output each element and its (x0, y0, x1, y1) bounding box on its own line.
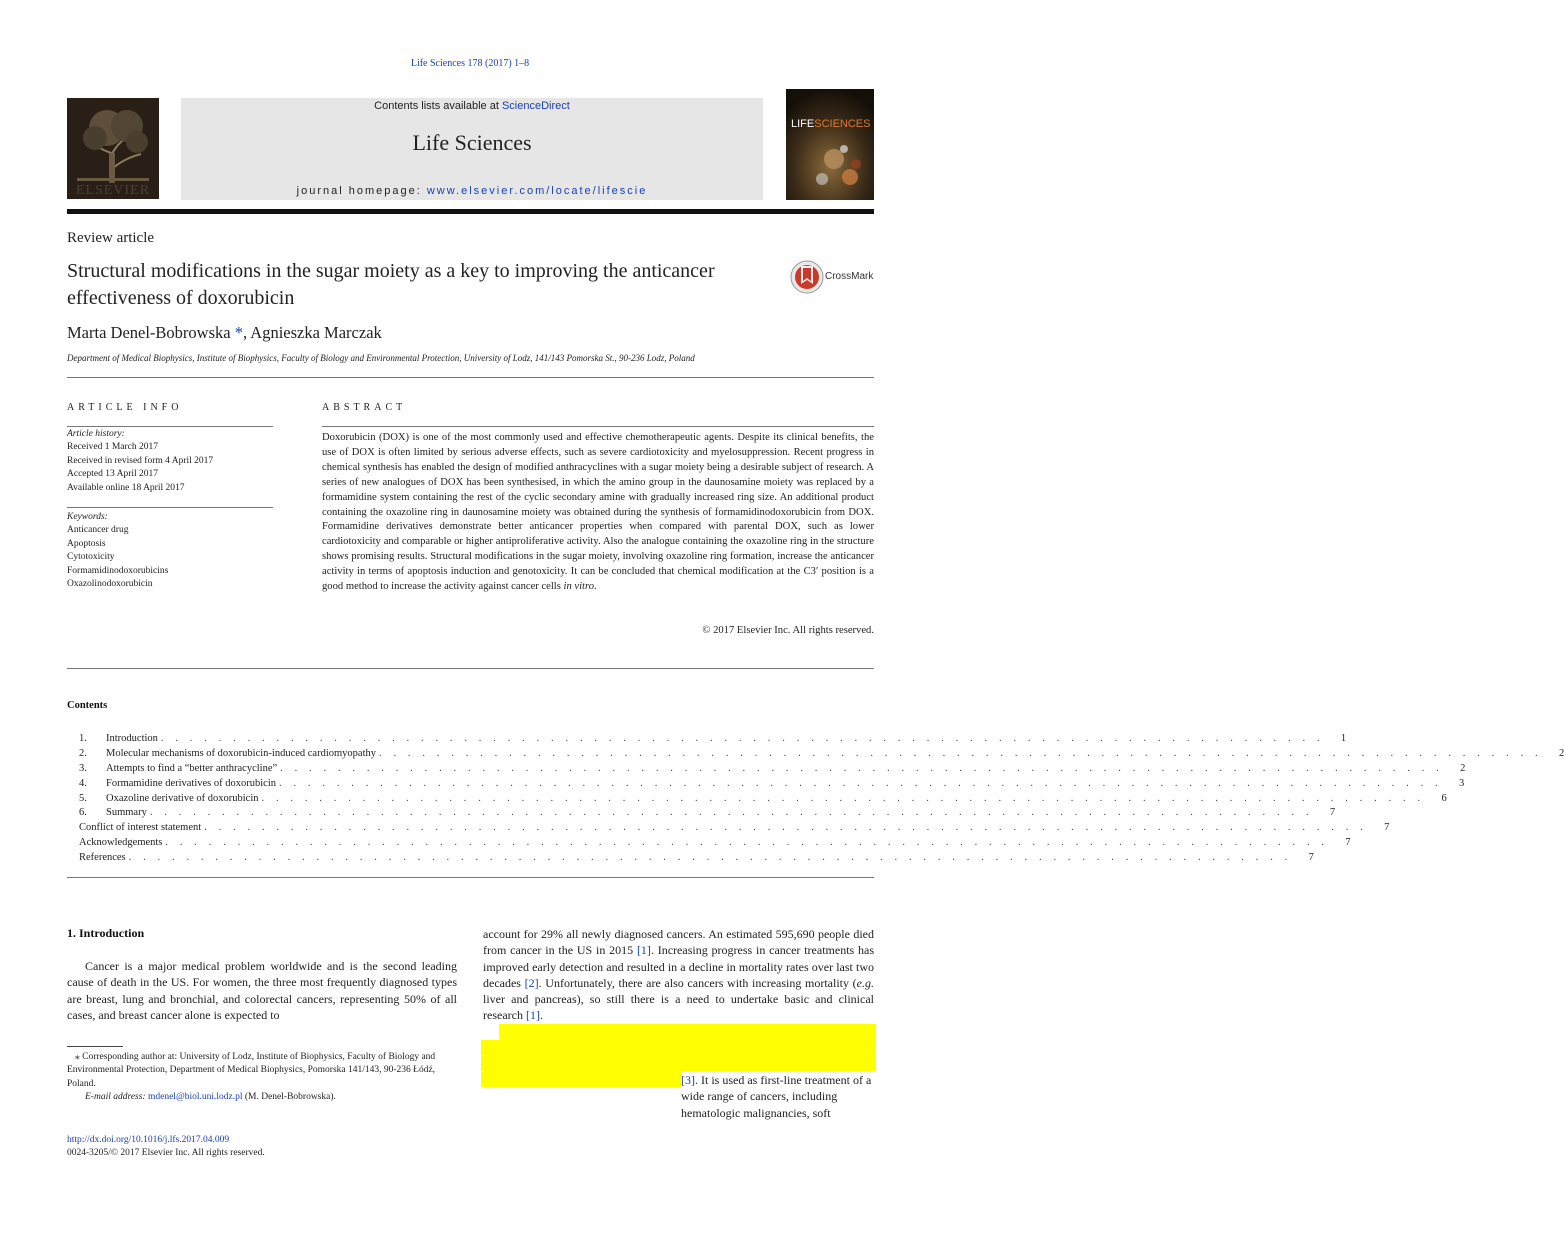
contents-available-line: Contents lists available at ScienceDirect (374, 100, 570, 112)
footnote-rule (67, 1046, 123, 1047)
toc-entry[interactable]: Conflict of interest statement . . . . . . . . . . . . . . . . . . . . . . . . . . . . . . . . . . . . . . . . . . . . . . . . . . . . . . . . . . . . . . . . . . . . . . . . . . . . . . . . . 7 (79, 822, 1390, 834)
author-name: , Agnieszka Marczak (242, 323, 382, 342)
section-heading: 1. Introduction (67, 926, 145, 940)
divider (67, 507, 273, 508)
toc-entry[interactable]: Acknowledgements . . . . . . . . . . . . . . . . . . . . . . . . . . . . . . . . . . . . . . . . . . . . . . . . . . . . . . . . . . . . . . . . . . . . . . . . . . . . . . . . . 7 (79, 837, 1351, 849)
history-item: Available online 18 April 2017 (67, 482, 185, 493)
header-rule (67, 209, 874, 214)
journal-reference-link[interactable]: Life Sciences 178 (2017) 1–8 (410, 58, 530, 69)
highlight-mark (481, 1040, 876, 1055)
sciencedirect-link[interactable]: ScienceDirect (501, 100, 570, 112)
crossmark-label[interactable]: CrossMark (825, 271, 874, 282)
toc-entry[interactable]: 6. Summary . . . . . . . . . . . . . . . . . . . . . . . . . . . . . . . . . . . . . . . . . . . . . . . . . . . . . . . . . . . . . . . . . . . . . . . . . . . . . . . . . 7 (79, 807, 1336, 819)
author-list (67, 323, 382, 343)
journal-cover-image[interactable] (786, 89, 874, 200)
keyword: Anticancer drug (67, 525, 129, 536)
keywords-label: Keywords: (67, 512, 108, 522)
history-label: Article history: (67, 429, 125, 439)
contents-heading: Contents (67, 700, 108, 711)
toc-entry[interactable]: References . . . . . . . . . . . . . . . . . . . . . . . . . . . . . . . . . . . . . . . . . . . . . . . . . . . . . . . . . . . . . . . . . . . . . . . . . . . . . . . . . 7 (79, 852, 1314, 864)
doi-link[interactable]: http://dx.doi.org/10.1016/j.lfs.2017.04.009 (67, 1135, 230, 1145)
author-name: Marta Denel-Bobrowska (67, 323, 235, 342)
body-line: [3]. It is used as first-line treatment of a wide range of cancers, including hematologic malignancies, soft (681, 1073, 872, 1120)
history-item: Accepted 13 April 2017 (67, 469, 159, 480)
cover-art (786, 89, 874, 200)
toc-entry[interactable]: 2. Molecular mechanisms of doxorubicin-induced cardiomyopathy . . . . . . . . . . . . . . . . . . . . . . . . . . . . . . . . . . . . . . . . . . . . . . . . . . . . . . . . . . . . . . . . . . . . . . . . . . . . . . . . . 2 (79, 747, 1564, 759)
doi-block (67, 1134, 265, 1161)
footnote: ⁎ Corresponding author at: University of Lodz, Institute of Biophysics, Faculty of Biology and Environmental Protection, Department of Medical Biophysics, Pomorska 141/143, 90-236 Łódź, Poland. E-mail address: mdenel@biol.uni.lodz.pl (M. Denel-Bobrowska). (67, 1052, 436, 1102)
journal-banner (181, 98, 763, 200)
toc-entry[interactable]: 1. Introduction . . . . . . . . . . . . . . . . . . . . . . . . . . . . . . . . . . . . . . . . . . . . . . . . . . . . . . . . . . . . . . . . . . . . . . . . . . . . . . . . . 1 (79, 733, 1347, 744)
body-paragraph: Cancer is a major medical problem worldwide and is the second leading cause of death in the US. For women, the three most frequently diagnosed types are breast, lung and bronchial, and colorectal cancers, representing 50% of all cases, and breast cancer alone is expected to (67, 959, 457, 1022)
divider (67, 668, 874, 669)
keyword: Oxazolinodoxorubicin (67, 579, 153, 590)
history-item: Received 1 March 2017 (67, 442, 159, 453)
elsevier-logo[interactable] (67, 98, 159, 199)
highlight-mark (499, 1024, 876, 1039)
citation-link[interactable]: [1] (525, 1008, 540, 1023)
divider (67, 877, 874, 878)
email-link[interactable]: mdenel@biol.uni.lodz.pl (147, 1091, 243, 1102)
abstract-heading: ABSTRACT (322, 402, 407, 413)
divider (67, 426, 273, 427)
journal-homepage-line: journal homepage: www.elsevier.com/locate/lifescie (296, 185, 648, 197)
toc-entry[interactable]: 3. Attempts to find a “better anthracycline” . . . . . . . . . . . . . . . . . . . . . . . . . . . . . . . . . . . . . . . . . . . . . . . . . . . . . . . . . . . . . . . . . . . . . . . . . . . . . . . . . 2 (79, 762, 1466, 774)
cover-title: LIFESCIENCES (791, 118, 871, 130)
issn-line: 0024-3205/© 2017 Elsevier Inc. All rights reserved. (67, 1148, 265, 1159)
highlight-mark (481, 1072, 681, 1087)
divider (322, 426, 874, 427)
toc-entry[interactable]: 5. Oxazoline derivative of doxorubicin . . . . . . . . . . . . . . . . . . . . . . . . . . . . . . . . . . . . . . . . . . . . . . . . . . . . . . . . . . . . . . . . . . . . . . . . . . . . . . . . . 6 (79, 792, 1447, 804)
article-type: Review article (67, 230, 155, 246)
keyword: Cytotoxicity (67, 552, 115, 563)
corresponding-author-mark[interactable]: * (234, 323, 243, 342)
divider (67, 377, 874, 378)
abstract-copyright: © 2017 Elsevier Inc. All rights reserved. (702, 625, 874, 636)
article-title: Structural modifications in the sugar moiety as a key to improving the anticancer effectiveness of doxorubicin (67, 260, 715, 309)
highlight-mark (481, 1056, 876, 1071)
journal-title: Life Sciences (412, 130, 532, 155)
crossmark-icon (790, 260, 824, 294)
citation-link[interactable]: [2] (524, 975, 539, 990)
footnote-mark: ⁎ (75, 1052, 80, 1062)
affiliation: Department of Medical Biophysics, Institute of Biophysics, Faculty of Biology and Environmental Protection, University of Lodz, 141/143 Pomorska St., 90-236 Lodz, Poland (67, 353, 695, 363)
toc-entry[interactable]: 4. Formamidine derivatives of doxorubicin . . . . . . . . . . . . . . . . . . . . . . . . . . . . . . . . . . . . . . . . . . . . . . . . . . . . . . . . . . . . . . . . . . . . . . . . . . . . . . . . . 3 (79, 777, 1465, 789)
abstract-text: Doxorubicin (DOX) is one of the most commonly used and effective chemotherapeutic agents. Despite its clinical benefits, the use of DOX is often limited by serious adverse effects, such as severe cardiotoxicity and myelosuppression. Recent progress in chemical synthesis has enabled the design of modified anthracyclines with a sugar moiety being a desirable subject of research. A series of new analogues of DOX has been synthesised, in which the amino group in the daunosamine moiety was replaced by a formamidine system containing the rest of the cyclic secondary amine with gradually increased ring size. An additional product containing the oxazoline ring in daunosamine moiety was obtained during the synthesis of formamidinodoxorubicin from DOX. Formamidine derivatives demonstrate better anticancer properties when compared with parental DOX, such as lower cardiotoxicity and comparable or higher antiproliferative activity. Also the analogue containing the oxazoline ring in the structure shows promising results. Structural modifications in the sugar moiety, involving oxazoline ring formation, increase the anticancer activity in terms of apoptosis induction and genotoxicity. It can be concluded that chemical modification at the C3′ position is a good method to increase the activity against cancer cells in vitro. (322, 432, 874, 593)
article-info (67, 428, 273, 495)
body-paragraph: account for 29% all newly diagnosed cancers. An estimated 595,690 people died from cancer in the US in 2015 [1]. Increasing progress in cancer treatments has improved early detection and resulted in a decline in mortality rates over last two decades [2]. Unfortunately, there are also cancers with increasing mortality (e.g. liver and pancreas), so still there is a need to undertake basic and clinical research [1]. (483, 927, 875, 1023)
article-info-heading: ARTICLE INFO (67, 402, 183, 413)
journal-homepage-link[interactable]: www.elsevier.com/locate/lifescie (426, 185, 648, 197)
keyword: Apoptosis (67, 538, 106, 549)
keyword: Formamidinodoxorubicins (67, 565, 169, 576)
keywords (67, 511, 273, 591)
citation-link[interactable]: [3] (681, 1073, 695, 1087)
elsevier-logo-text: ELSEVIER (75, 183, 151, 198)
citation-link[interactable]: [1] (636, 943, 651, 958)
table-of-contents (79, 732, 1564, 866)
history-item: Received in revised form 4 April 2017 (67, 455, 214, 466)
